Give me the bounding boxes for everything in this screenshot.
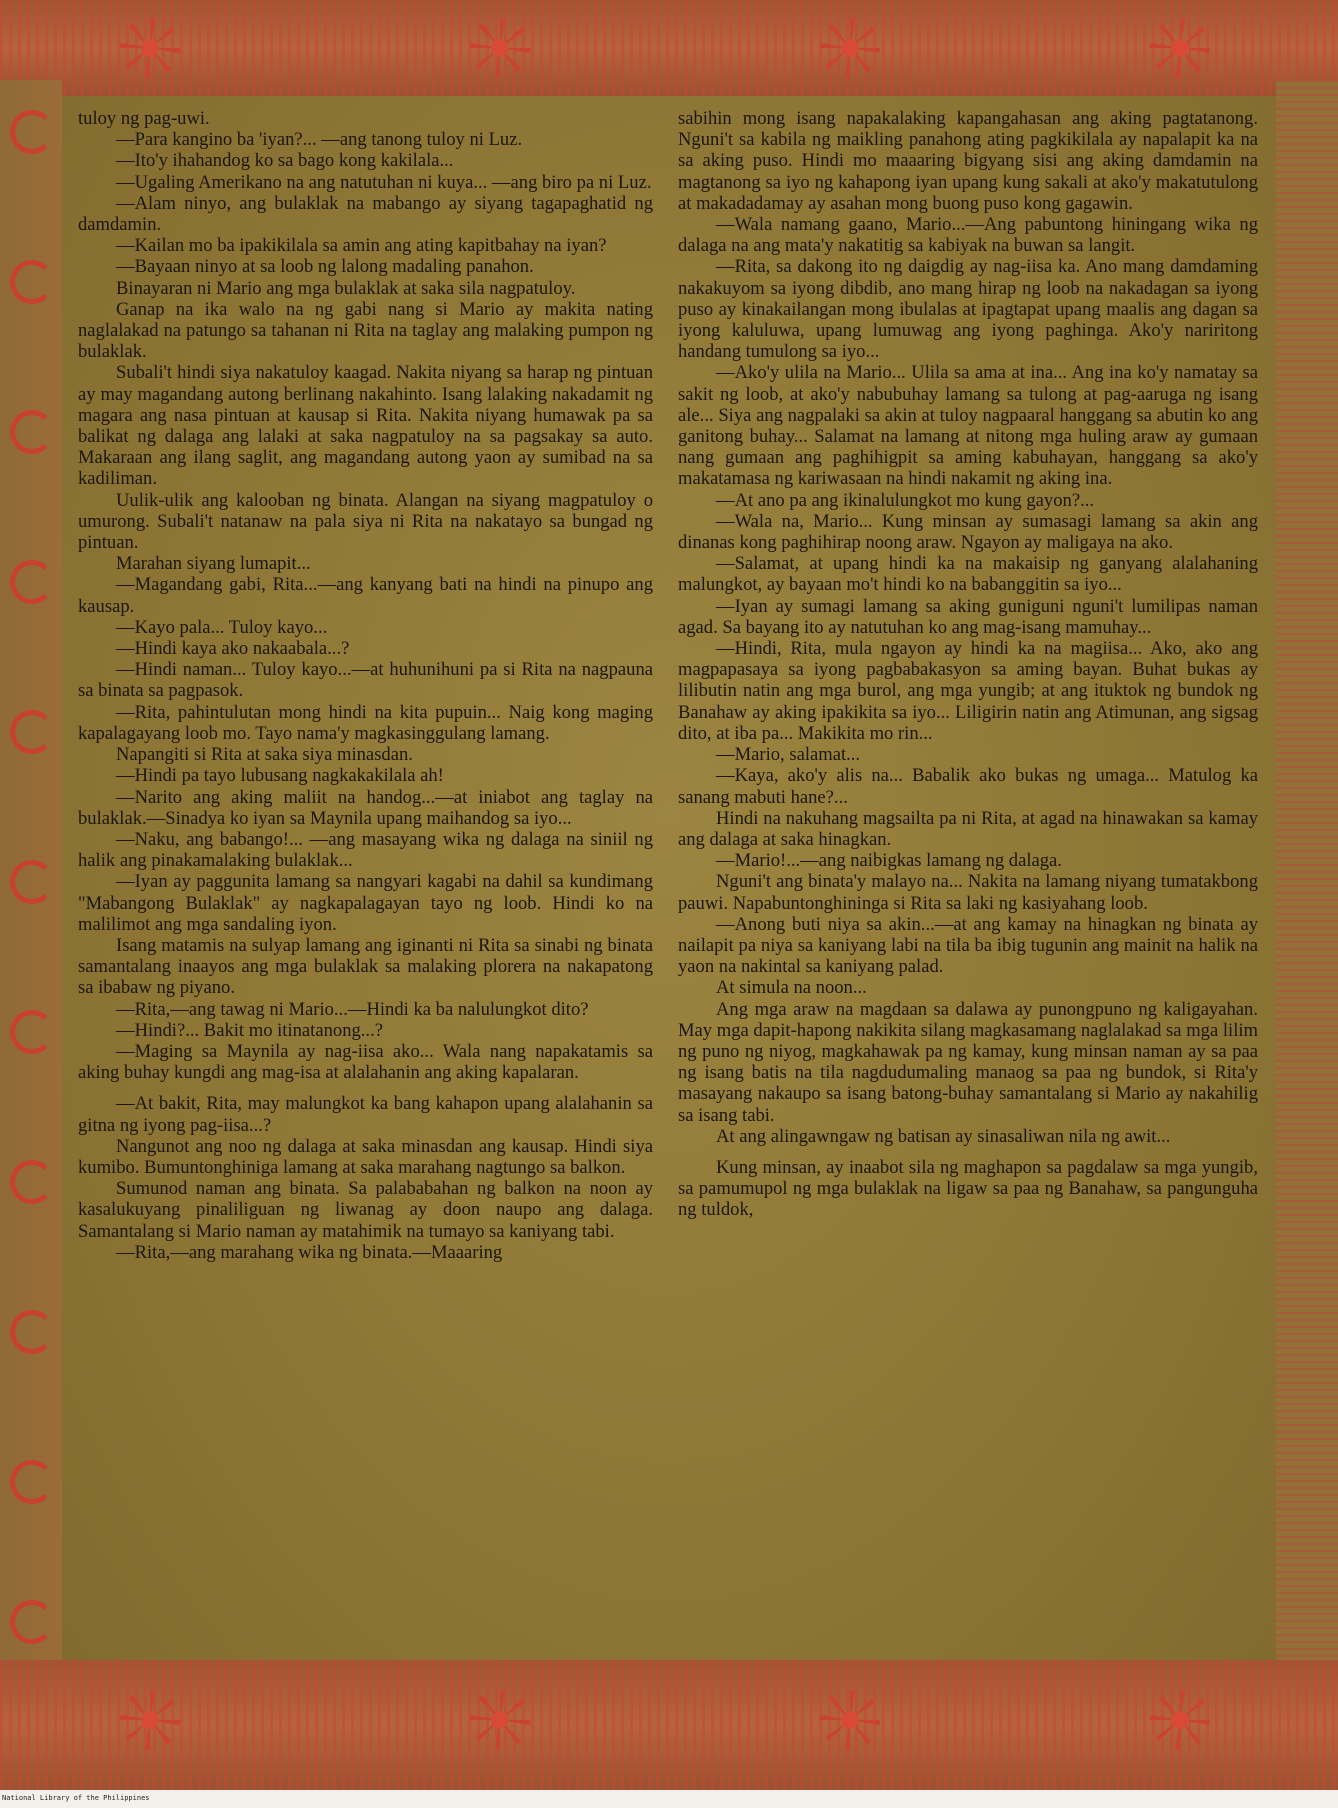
scroll-ornament-icon xyxy=(10,1460,54,1504)
paragraph: —Iyan ay paggunita lamang sa nangyari kagabi na dahil sa kundimang "Mabangong Bulaklak" ay nagkapalagayan tayo ng loob. Hindi ko na malilimot ang mga sandaling iyon. xyxy=(78,871,653,935)
paragraph: —Bayaan ninyo at sa loob ng lalong madaling panahon. xyxy=(116,256,534,278)
scroll-ornament-icon xyxy=(10,1600,54,1644)
scroll-ornament-icon xyxy=(10,560,54,604)
scroll-ornament-icon xyxy=(10,410,54,454)
flower-ornament-icon xyxy=(1150,18,1210,78)
paragraph: Uulik-ulik ang kalooban ng binata. Alangan na siyang magpatuloy o umurong. Subali't natanaw na pala siya ni Rita na nakatayo sa bungad ng pintuan. xyxy=(78,489,653,554)
paragraph: Napangiti si Rita at saka siya minasdan. xyxy=(116,744,413,766)
paragraph: —Anong buti niya sa akin...—at ang kamay na hinagkan ng binata ay nailapit pa niya sa kaniyang labi na tila ba ibig tugunin ang mainit na halik na yaon na nakintal sa kaniyang palad. xyxy=(678,913,1258,978)
paragraph: Kung minsan, ay inaabot sila ng maghapon sa pagdalaw sa mga yungib, sa pamumupol ng mga bulaklak na ligaw sa paa ng Banahaw, sa pangunguha ng tuldok, xyxy=(678,1156,1258,1221)
paragraph: —Rita, pahintulutan mong hindi na kita pupuin... Naig kong maging kapalagayang loob mo. Tayo nama'y magkasinggulang lamang. xyxy=(78,701,653,744)
paragraph: Ang mga araw na magdaan sa dalawa ay punongpuno ng kaligayahan. May mga dapit-hapong nakikita silang magkasamang naglalakad sa mga lilim ng puno ng niyog, magkahawak pa ng kamay, kung minsan naman ay sa paa ng isang batis na tila nagdudumaling manaog sa paa ng bundok, si Rita'y masayang nakaupo sa isang batong-buhay samantalang si Mario ay nakahilig sa isang tabi. xyxy=(678,998,1258,1126)
decorative-top-border xyxy=(0,0,1338,96)
paragraph: Subali't hindi siya nakatuloy kaagad. Nakita niyang sa harap ng pintuan ay may magandang autong berlinang nakahinto. Isang lalaking nakadamit ng magara ang nasa pintuan at kausap si Rita. Nakita niyang humawak pa sa balikat ng dalaga ang lalaki at saka nagpatuloy na sa pagsakay sa auto. Makaraan ang ilang saglit, ang magandang autong yaon ay sumibad na sa kadiliman. xyxy=(78,362,653,490)
scroll-ornament-icon xyxy=(10,110,54,154)
paragraph: —Wala na, Mario... Kung minsan ay sumasagi lamang sa akin ang dinanas kong paghihirap noong araw. Ngayon ay maligaya na ako. xyxy=(678,510,1258,554)
footer-strip xyxy=(0,1790,1338,1808)
paragraph: Ganap na ika walo na ng gabi nang si Mario ay makita nating naglalakad na patungo sa tahanan ni Rita na taglay ang malaking pumpon ng bulaklak. xyxy=(78,298,653,363)
paragraph: —Maging sa Maynila ay nag-iisa ako... Wala nang napakatamis sa aking buhay kungdi ang mag-isa at alalahanin ang aking kapalaran. xyxy=(78,1040,653,1084)
paragraph: Isang matamis na sulyap lamang ang iginanti ni Rita sa sinabi ng binata samantalang inaayos ang mga bulaklak sa malaking plorera na nakapatong sa ibabaw ng piyano. xyxy=(78,934,653,999)
flower-ornament-icon xyxy=(820,18,880,78)
paragraph: —Alam ninyo, ang bulaklak na mabango ay siyang tagapaghatid ng damdamin. xyxy=(78,192,653,236)
paragraph: Marahan siyang lumapit... xyxy=(116,553,311,575)
paragraph: At simula na noon... xyxy=(716,977,867,999)
paragraph: —Salamat, at upang hindi ka na makaisip ng ganyang alalahaning malungkot, ay bayaan mo't hindi ko na babanggitin sa iyo... xyxy=(678,553,1258,596)
paragraph: —Ako'y ulila na Mario... Ulila sa ama at ina... Ang ina ko'y namatay sa sakit ng loob, at ako'y nabubuhay lamang sa tulong at pag-aaruga ng isang ale... Siya ang nagpalaki sa akin at tuloy nagpaaral hanggang sa abutin ko ang ganitong buhay... Salamat na lamang at nitong mga huling araw ay gumaan nang gumaan ang paghihigpit sa aming kabuhayan, hanggang sa ako'y makatamasa ng kariwasaan na hindi nakamit ng aking ina. xyxy=(678,362,1258,490)
paragraph: Nangunot ang noo ng dalaga at saka minasdan ang kausap. Hindi siya kumibo. Bumuntonghiniga lamang at saka marahang nagtungo sa balkon. xyxy=(78,1135,653,1178)
paragraph: —Wala namang gaano, Mario...—Ang pabuntong hiningang wika ng dalaga na ang mata'y nakatitig sa kabiyak na buwan sa langit. xyxy=(678,214,1258,257)
paragraph: —Ito'y ihahandog ko sa bago kong kakilala... xyxy=(116,150,454,172)
paragraph: At ang alingawngaw ng batisan ay sinasaliwan nila ng awit... xyxy=(716,1125,1171,1147)
paragraph: —Mario, salamat... xyxy=(716,744,861,766)
paragraph: —Magandang gabi, Rita...—ang kanyang bati na hindi na pinupo ang kausap. xyxy=(78,574,653,617)
paragraph: —Rita, sa dakong ito ng daigdig ay nag-iisa ka. Ano mang damdaming nakakuyom sa iyong dibdib, ano mang hirap ng loob na nakadagan sa iyong puso ay kinakailangan mong ibulalas at ipagtapat upang maalis ang dagan sa iyong kaluluwa, upang lumuwag ang iyong paghinga. Ako'y nariritong handang tumulong sa iyo... xyxy=(678,256,1258,363)
paragraph: —Hindi naman... Tuloy kayo...—at huhunihuni pa si Rita na nagpauna sa binata sa pagpasok. xyxy=(78,659,653,702)
paragraph: Sumunod naman ang binata. Sa palababahan ng balkon na noon ay kasalukuyang pinaliliguan ng liwanag ay doon naupo ang dalaga. Samantalang si Mario naman ay matahimik na tumayo sa kaniyang tabi. xyxy=(78,1178,653,1242)
paragraph: —Narito ang aking maliit na handog...—at iniabot ang taglay na bulaklak.—Sinadya ko iyan sa Maynila upang maihandog sa iyo... xyxy=(78,786,653,829)
paragraph: —Para kangino ba 'iyan?... —ang tanong tuloy ni Luz. xyxy=(116,129,523,151)
flower-ornament-icon xyxy=(470,18,530,78)
paragraph: —Hindi, Rita, mula ngayon ay hindi ka na magiisa... Ako, ako ang magpapasaya sa iyong pagbabakasyon sa aming bayan. Buhat bukas ay lilibutin natin ang mga burol, ang mga yungib; at ang ituktok ng bundok ng Banahaw ay aking ipakikita sa iyo... Liligirin natin ang Atimunan, ang sigsag dito, at iba pa... Makikita mo rin... xyxy=(678,638,1258,744)
library-footnote: National Library of the Philippines xyxy=(2,1794,150,1802)
paragraph: —Hindi pa tayo lubusang nagkakakilala ah! xyxy=(116,765,444,787)
paragraph: Binayaran ni Mario ang mga bulaklak at saka sila nagpatuloy. xyxy=(116,277,576,299)
paragraph: tuloy ng pag-uwi. xyxy=(78,108,210,129)
scroll-ornament-icon xyxy=(10,860,54,904)
flower-ornament-icon xyxy=(120,18,180,78)
decorative-right-border xyxy=(1276,80,1338,1680)
paragraph: —Rita,—ang tawag ni Mario...—Hindi ka ba nalulungkot dito? xyxy=(116,998,589,1020)
scroll-ornament-icon xyxy=(10,710,54,754)
scroll-ornament-icon xyxy=(10,260,54,304)
paragraph: —Kailan mo ba ipakikilala sa amin ang ating kapitbahay na iyan? xyxy=(116,235,607,257)
paragraph: —Kaya, ako'y alis na... Babalik ako bukas ng umaga... Matulog ka sanang mabuti hane?... xyxy=(678,765,1258,808)
flower-ornament-icon xyxy=(1150,1690,1210,1750)
paragraph: —At ano pa ang ikinalulungkot mo kung gayon?... xyxy=(716,489,1095,511)
flower-ornament-icon xyxy=(470,1690,530,1750)
scroll-ornament-icon xyxy=(10,1010,54,1054)
paragraph: —At bakit, Rita, may malungkot ka bang kahapon upang alalahanin sa gitna ng iyong pag-iisa...? xyxy=(78,1093,653,1136)
paragraph: sabihin mong isang napakalaking kapangahasan ang aking pagtatanong. Nguni't sa kabila ng maikling panahong ating pagkikilala ay napalapit ka na sa aking puso. Hindi mo maaaring bigyang sisi ang aking damdamin na magtanong sa iyo ng kahapong iyan upang kung sakali at ako'y makatutulong at makadadamay ay asahan mong buong puso kong gagawin. xyxy=(678,108,1258,214)
paragraph: —Naku, ang babango!... —ang masayang wika ng dalaga na siniil ng halik ang pinakamalaking bulaklak... xyxy=(78,828,653,872)
decorative-bottom-border xyxy=(0,1660,1338,1790)
paragraph: —Iyan ay sumagi lamang sa aking guniguni nguni't lumilipas naman agad. Sa bayang ito ay natutuhan ko ang mag-isang mamuhay... xyxy=(678,595,1258,638)
paragraph: —Hindi kaya ako nakaabala...? xyxy=(116,638,350,660)
paragraph: —Ugaling Amerikano na ang natutuhan ni kuya... —ang biro pa ni Luz. xyxy=(116,171,652,193)
flower-ornament-icon xyxy=(820,1690,880,1750)
scroll-ornament-icon xyxy=(10,1310,54,1354)
paragraph: Hindi na nakuhang magsailta pa ni Rita, at agad na hinawakan sa kamay ang dalaga at saka hinagkan. xyxy=(678,807,1258,850)
paragraph: —Rita,—ang marahang wika ng binata.—Maaaring xyxy=(116,1241,503,1263)
paragraph: —Kayo pala... Tuloy kayo... xyxy=(116,616,328,638)
paragraph: —Hindi?... Bakit mo itinatanong...? xyxy=(116,1019,383,1041)
left-text-column xyxy=(78,108,653,1263)
scroll-ornament-icon xyxy=(10,1160,54,1204)
flower-ornament-icon xyxy=(120,1690,180,1750)
paragraph: —Mario!...—ang naibigkas lamang ng dalaga. xyxy=(716,850,1062,872)
right-text-column xyxy=(678,108,1258,1221)
paragraph: Nguni't ang binata'y malayo na... Nakita na lamang niyang tumatakbong pauwi. Napabuntonghininga si Rita sa laki ng kasiyahang loob. xyxy=(678,871,1258,914)
